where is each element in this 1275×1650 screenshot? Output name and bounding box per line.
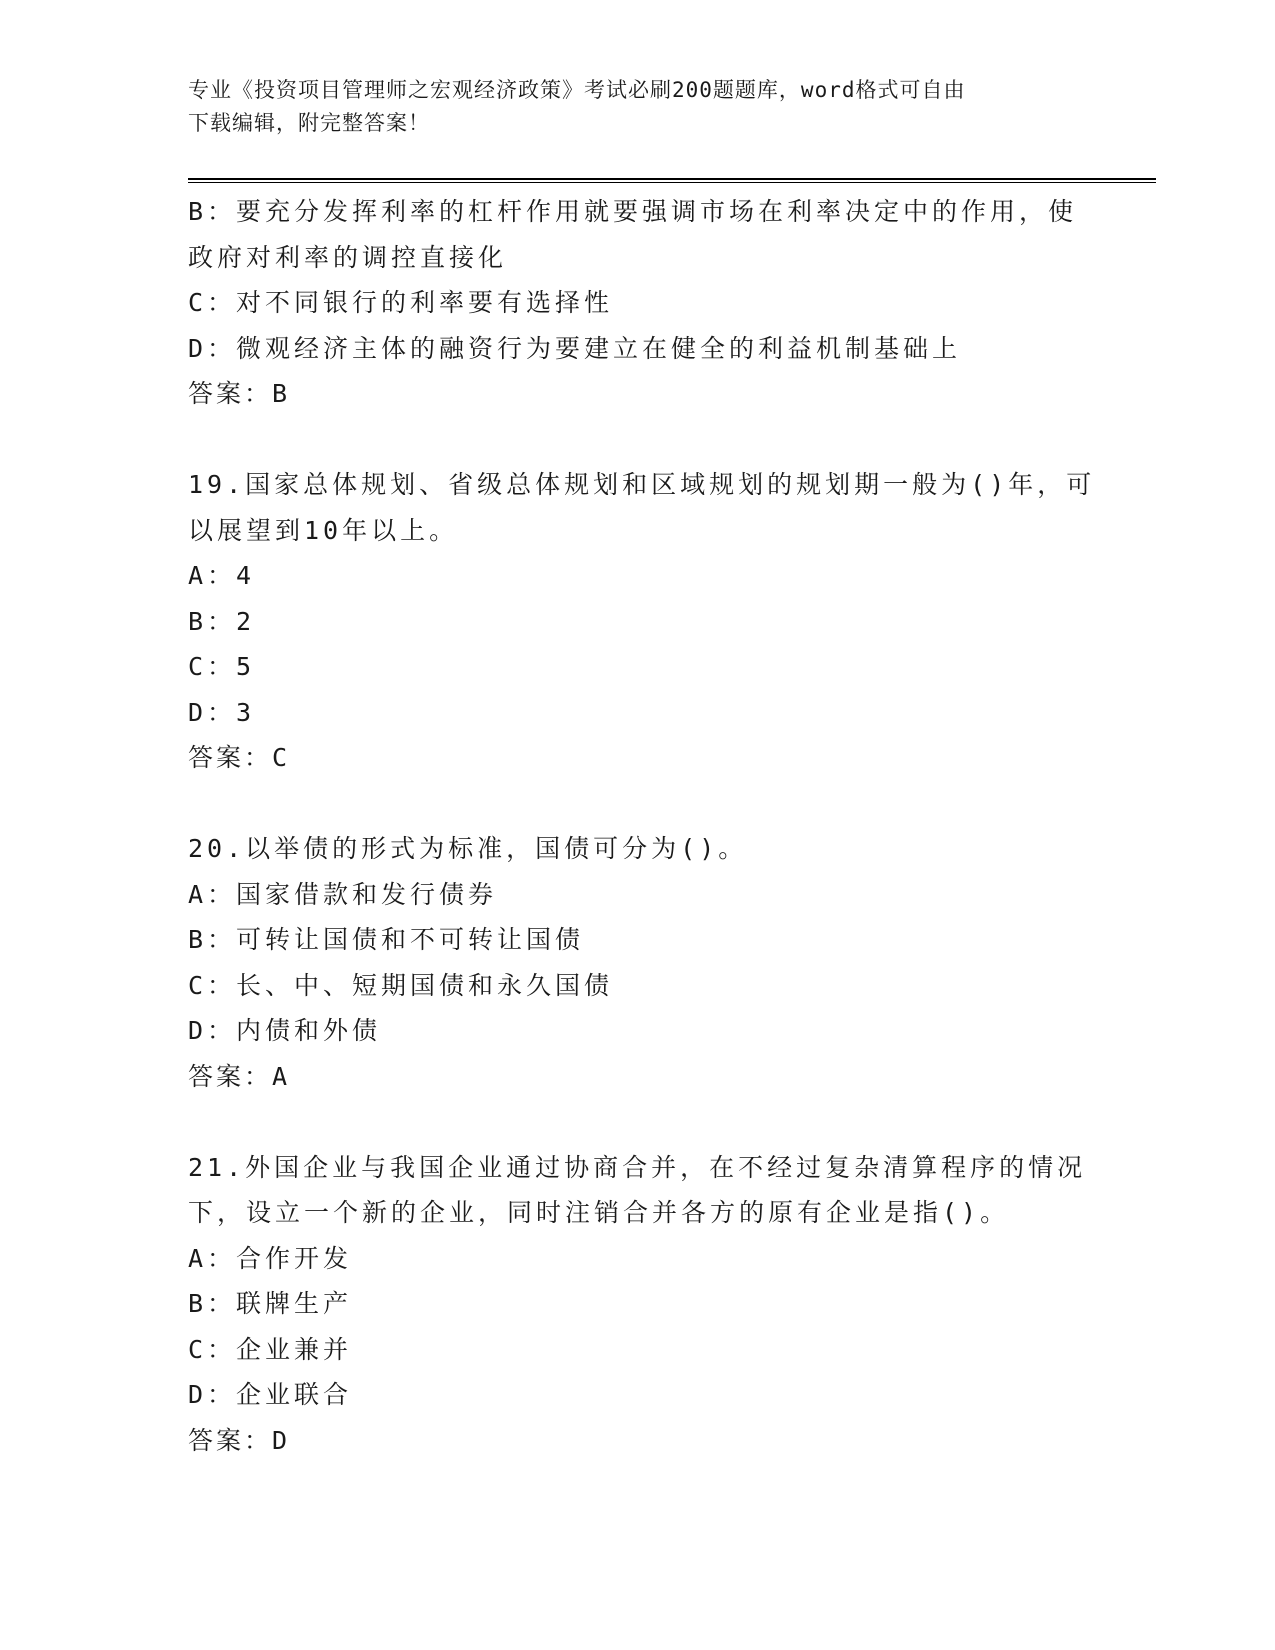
option-c: C：对不同银行的利率要有选择性: [188, 288, 614, 317]
question-block-19: [188, 462, 1096, 781]
option-c: C：5: [188, 652, 256, 681]
question-text-line-2: 下，设立一个新的企业，同时注销合并各方的原有企业是指()。: [188, 1198, 1010, 1227]
answer-label: 答案：B: [188, 379, 291, 408]
option-b: B：2: [188, 606, 256, 636]
answer-label: 答案：D: [188, 1425, 291, 1455]
header-title-line-2: 下载编辑，附完整答案！: [188, 111, 430, 135]
option-b: B：可转让国债和不可转让国债: [188, 925, 585, 954]
document-header: [188, 74, 1068, 140]
option-a: A：4: [188, 561, 256, 590]
answer-label: 答案：A: [188, 1061, 291, 1091]
header-title-line-1: 专业《投资项目管理师之宏观经济政策》考试必刷200题题库，word格式可自由: [188, 78, 966, 102]
option-a: A：合作开发: [188, 1243, 353, 1273]
header-divider: [188, 178, 1156, 183]
spacer: [188, 417, 1088, 463]
question-block-20: [188, 826, 1088, 1099]
question-block-18: [188, 189, 1088, 417]
spacer: [188, 1099, 1088, 1145]
option-d: D：微观经济主体的融资行为要建立在健全的利益机制基础上: [188, 333, 962, 363]
option-d: D：内债和外债: [188, 1016, 382, 1045]
question-text-line-1: 20.以举债的形式为标准，国债可分为()。: [188, 834, 748, 863]
option-d: D：3: [188, 697, 256, 727]
question-block-21: [188, 1145, 1088, 1464]
option-c: C：企业兼并: [188, 1334, 353, 1364]
question-text-line-1: 21.外国企业与我国企业通过协商合并，在不经过复杂清算程序的情况: [188, 1152, 1087, 1182]
option-b-line-1: B：要充分发挥利率的杠杆作用就要强调市场在利率决定中的作用，使: [188, 197, 1078, 226]
spacer: [188, 781, 1088, 827]
option-a: A：国家借款和发行债券: [188, 879, 498, 909]
question-text-line-2: 以展望到10年以上。: [188, 515, 459, 545]
option-d: D：企业联合: [188, 1380, 353, 1409]
option-b-line-2: 政府对利率的调控直接化: [188, 242, 508, 272]
question-list: [188, 189, 1096, 1463]
answer-label: 答案：C: [188, 743, 291, 772]
question-text-line-1: 19.国家总体规划、省级总体规划和区域规划的规划期一般为()年，可: [188, 470, 1096, 499]
option-b: B：联牌生产: [188, 1289, 353, 1318]
option-c: C：长、中、短期国债和永久国债: [188, 970, 614, 1000]
